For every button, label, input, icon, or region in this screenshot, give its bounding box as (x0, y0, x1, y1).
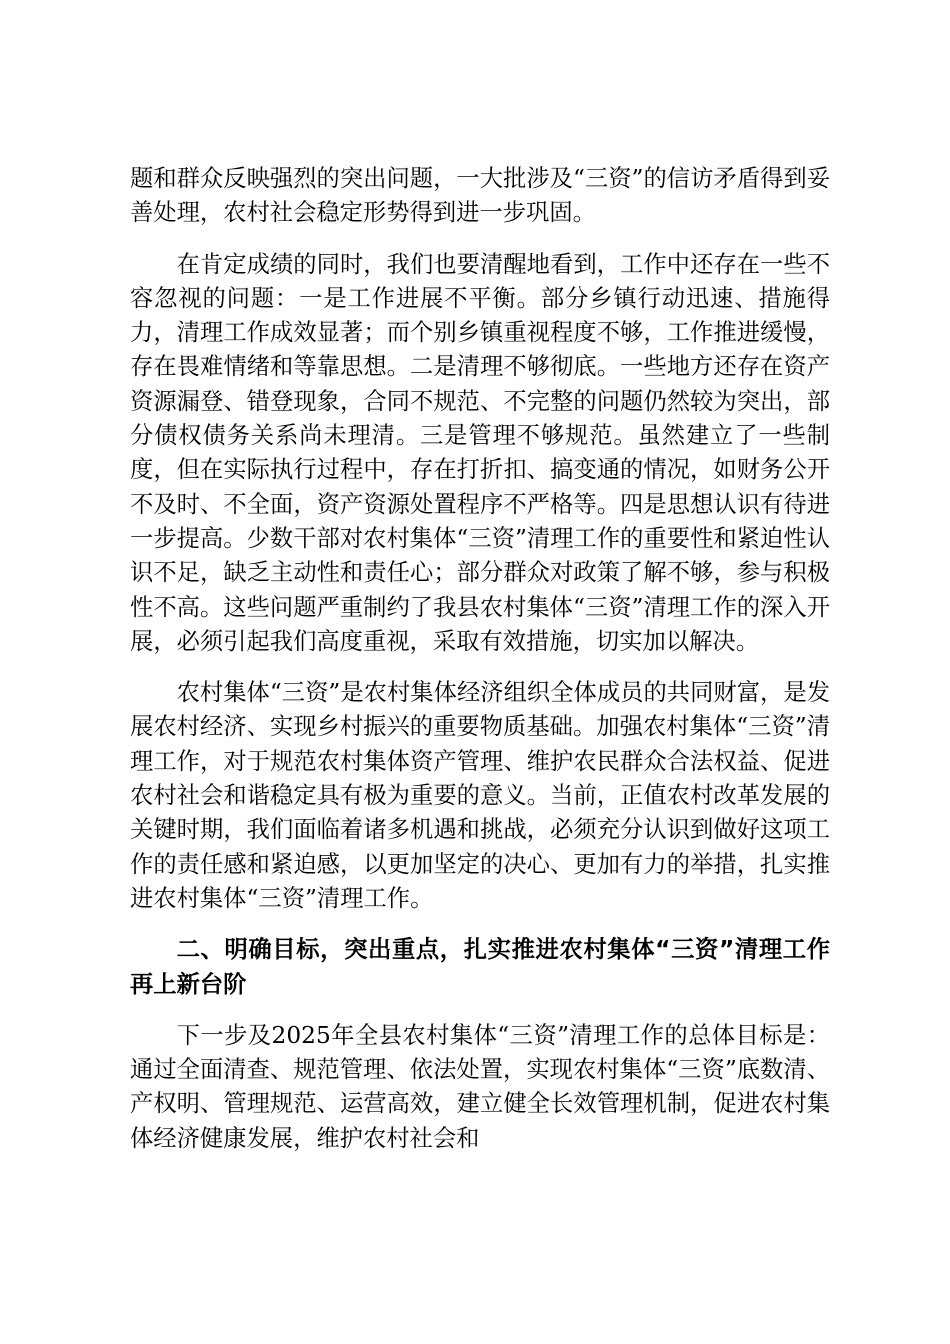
paragraph-continuation: 题和群众反映强烈的突出问题，一大批涉及“三资”的信访矛盾得到妥善处理，农村社会稳定形势得到进一步巩固。 (130, 165, 830, 227)
paragraph-goals: 下一步及2025年全县农村集体“三资”清理工作的总体目标是：通过全面清查、规范管理、依法处置，实现农村集体“三资”底数清、产权明、管理规范、运营高效，建立健全长效管理机制，促进农村集体经济健康发展，维护农村社会和 (130, 1021, 830, 1152)
paragraph-problems: 在肯定成绩的同时，我们也要清醒地看到，工作中还存在一些不容忽视的问题：一是工作进展不平衡。部分乡镇行动迅速、措施得力，清理工作成效显著；而个别乡镇重视程度不够，工作推进缓慢，存在畏难情绪和等靠思想。二是清理不够彻底。一些地方还存在资产资源漏登、错登现象，合同不规范、不完整的问题仍然较为突出，部分债权债务关系尚未理清。三是管理不够规范。虽然建立了一些制度，但在实际执行过程中，存在打折扣、搞变通的情况，如财务公开不及时、不全面，资产资源处置程序不严格等。四是思想认识有待进一步提高。少数干部对农村集体“三资”清理工作的重要性和紧迫性认识不足，缺乏主动性和责任心；部分群众对政策了解不够，参与积极性不高。这些问题严重制约了我县农村集体“三资”清理工作的深入开展，必须引起我们高度重视，采取有效措施，切实加以解决。 (130, 250, 830, 655)
paragraph-significance: 农村集体“三资”是农村集体经济组织全体成员的共同财富，是发展农村经济、实现乡村振兴的重要物质基础。加强农村集体“三资”清理工作，对于规范农村集体资产管理、维护农民群众合法权益、促进农村社会和谐稳定具有极为重要的意义。当前，正值农村改革发展的关键时期，我们面临着诸多机遇和挑战，必须充分认识到做好这项工作的责任感和紧迫感，以更加坚定的决心、更加有力的举措，扎实推进农村集体“三资”清理工作。 (130, 679, 830, 912)
section-heading-2: 二、明确目标，突出重点，扎实推进农村集体“三资”清理工作再上新台阶 (130, 936, 830, 998)
document-page (130, 162, 830, 1173)
